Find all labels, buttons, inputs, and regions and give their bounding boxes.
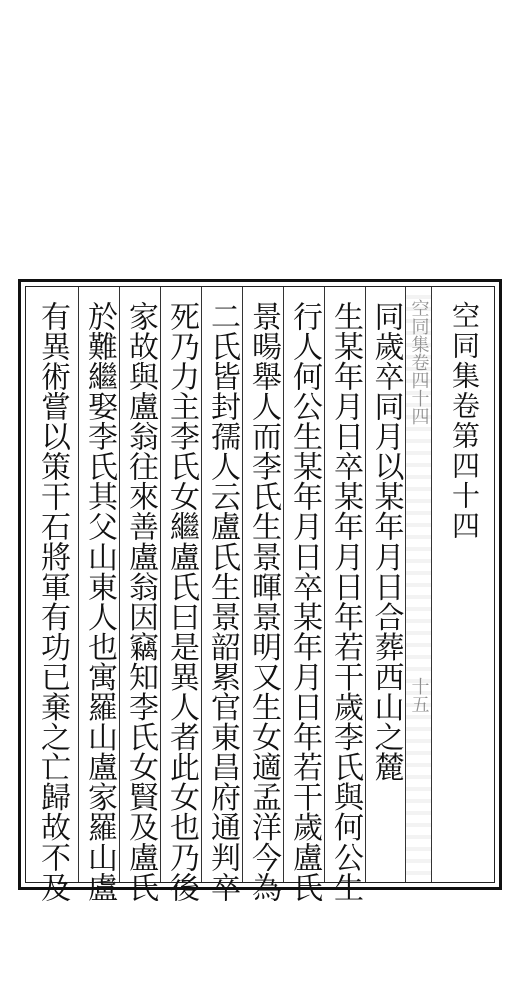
- column-text: 行人何公生某年月日卒某年月日年若干歲盧氏: [287, 301, 322, 902]
- column-text: 景暘舉人而李氏生景暉景明又生女適孟洋今為: [246, 301, 281, 902]
- column-text: 同歲卒同月以某年月日合葬西山之麓: [368, 301, 404, 782]
- text-column-3: [119, 287, 160, 902]
- spine-page-number: 十五: [408, 677, 430, 713]
- inner-frame: [25, 286, 495, 902]
- column-text: 死乃力主李氏女繼盧氏曰是異人者此女也乃後: [164, 301, 199, 902]
- text-column-9: [365, 287, 405, 882]
- text-column-7: [283, 287, 324, 902]
- text-column-6: [242, 287, 283, 902]
- text-column-1: [26, 287, 78, 902]
- document-title: 空同集卷第四十四: [448, 301, 481, 541]
- spine-title: 空同集卷四十四: [408, 299, 430, 425]
- text-column-5: [201, 287, 242, 902]
- spine-column: [405, 287, 431, 882]
- title-column: [431, 287, 496, 882]
- column-text: 二氏皆封孺人云盧氏生景韶累官東昌府通判卒: [205, 301, 240, 902]
- column-text: 家故與盧翁往來善盧翁因竊知李氏女賢及盧氏: [123, 301, 158, 902]
- page-frame: [18, 279, 502, 902]
- text-column-2: [78, 287, 119, 902]
- column-text: 於難繼娶李氏其父山東人也寓羅山盧家羅山盧: [82, 301, 117, 902]
- column-text: 生某年月日卒某年月日年若干歲李氏與何公生: [328, 301, 363, 902]
- column-text: 有異術嘗以策干石將軍有功已棄之亡歸故不及: [35, 301, 70, 902]
- text-column-4: [160, 287, 201, 902]
- text-column-8: [324, 287, 365, 902]
